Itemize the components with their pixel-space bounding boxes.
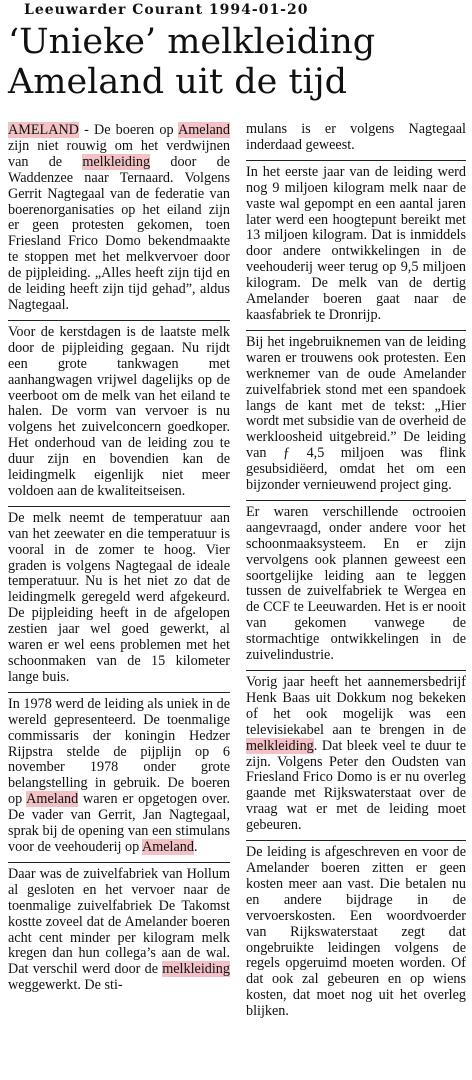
paragraph-text: zijn niet rouwig om het verdwijnen van de <box>8 137 230 170</box>
highlighted-keyword: melkleiding <box>162 961 230 978</box>
divider <box>8 862 230 863</box>
paragraph-text: door de Waddenzee naar Ternaard. Volgens Gerrit Nagtegaal van de federatie van boerenorganisaties op het eiland zijn er geen protesten gekomen, toen Friesland Frico Domo bekendmaakte te stoppen met het melkvervoer door de pijpleiding. „Alles heeft zijn tijd en de leiding heeft zijn tijd gehad”, aldus Nagtegaal. <box>8 153 230 313</box>
paragraph-text: weggewerkt. De sti- <box>8 977 123 994</box>
paragraph-text: Vorig jaar heeft het aannemersbedrijf Henk Baas uit Dokkum nog bekeken of het ook mogelijk was een televisiekabel aan te brengen in de <box>246 674 466 738</box>
paragraph <box>8 867 230 994</box>
divider <box>246 840 466 841</box>
paragraph <box>8 697 230 856</box>
paragraph: mulans is er volgens Nagtegaal inderdaad geweest. <box>246 121 466 153</box>
paragraph: In het eerste jaar van de leiding werd nog 9 miljoen kilogram melk naar de vaste wal gepompt en een aantal jaren later werd een hoogtepunt bereikt met 13 miljoen kilogram. Dat is inmiddels door andere ontwikkelingen in de veehouderij weer terug op 9,5 miljoen kilogram. De melk van de dertig Amelander boeren gaat naar de kaasfabriek te Dronrijp. <box>246 163 466 323</box>
divider <box>246 330 466 331</box>
paragraph: Voor de kerstdagen is de laatste melk door de pijpleiding gegaan. Nu rijdt een grote tankwagen met aanhangwagen vrijwel dagelijks op de veerboot om de melk van het eiland te halen. De vorm van vervoer is nu volgens het zuivelconcern goedkoper. Het onderhoud van de leiding zou te duur zijn en bovendien kan de leidingmelk eigenlijk niet meer voldoen aan de kwaliteitseisen. <box>8 323 230 499</box>
highlighted-keyword: AMELAND <box>8 122 79 138</box>
divider <box>246 670 466 671</box>
divider <box>8 506 230 507</box>
masthead <box>24 2 308 18</box>
highlighted-keyword: melkleiding <box>246 737 314 754</box>
paragraph: Bij het ingebruiknemen van de leiding waren er trouwens ook protesten. Een werknemer van de oude Amelander zuivelfabriek stond met een spandoek langs de kant met de tekst: „Hier wordt met subsidie van de overheid de werkloosheid uitgebreid.” De leiding van ƒ 4,5 miljoen was flink gesubsidiëerd, omdat het om een bijzonder vernieuwend project ging. <box>246 333 466 494</box>
divider <box>246 500 466 501</box>
divider <box>8 692 230 693</box>
headline-line-1: ‘Unieke’ melkleiding <box>8 22 376 62</box>
headline-line-2: Ameland uit de tijd <box>8 62 347 102</box>
masthead-date: 1994-01-20 <box>208 2 309 18</box>
paragraph-text: waren er opgetogen over. De vader van Gerrit, Jan Nagtegaal, sprak bij de opening van een stimulans voor de veehouderij op <box>8 791 230 855</box>
highlighted-keyword: Ameland <box>141 838 194 855</box>
paragraph <box>246 675 466 834</box>
highlighted-keyword: Ameland <box>177 122 230 138</box>
paragraph-text: In 1978 werd de leiding als uniek in de wereld gepresenteerd. De toenmalige commissaris der koningin Hedzer Rijpstra stelde de pijplijn op 6 november 1978 onder grote belangstelling in gebruik. De boeren op <box>8 695 230 808</box>
headline <box>8 22 468 102</box>
paragraph-text: . <box>193 838 198 855</box>
divider <box>246 160 466 161</box>
paragraph: De leiding is afgeschreven en voor de Amelander boeren zitten er geen kosten meer aan vast. Die betalen nu en andere bijdrage in de vervoerskosten. Een woordvoerder van Rijkswaterstaat zegt dat ongebruikte leidingen volgens de regels opgeruimd moeten worden. Of dat ook zal gebeuren en op wiens kosten, dat moet nog uit het overleg blijken. <box>246 844 466 1020</box>
article-column-right <box>246 122 466 1020</box>
divider <box>8 320 230 321</box>
paragraph-text: - De boeren op <box>78 122 178 138</box>
masthead-source: Leeuwarder Courant <box>24 2 204 18</box>
paragraph-text: . Dat bleek veel te duur te zijn. Volgens Peter den Oudsten van Friesland Frico Domo is er nu overleg gaande met Rijkswaterstaat over de vraag wat er met de leiding moet gebeuren. <box>246 737 466 834</box>
paragraph-text: Daar was de zuivelfabriek van Hollum al gesloten en het vervoer naar de toenmalige zuivelfabriek De Takomst kostte zoveel dat de Amelander boeren acht cent minder per kilogram melk kregen dan hun collega’s aan de wal. Dat verschil werd door de <box>8 865 230 978</box>
article-column-left <box>8 123 230 994</box>
highlighted-keyword: melkleiding <box>82 153 151 170</box>
highlighted-keyword: Ameland <box>26 791 79 808</box>
paragraph <box>8 123 230 314</box>
paragraph: Er waren verschillende octrooien aangevraagd, onder andere voor het schoonmaaksysteem. En er zijn vervolgens ook plannen geweest een soortgelijke leiding aan te leggen tussen de zuivelfabriek te Wergea en de CCF te Leeuwarden. Het is er nooit van gekomen vanwege de stormachtige ontwikkelingen in de zuivelindustrie. <box>246 503 466 664</box>
paragraph: De melk neemt de temperatuur aan van het zeewater en die temperatuur is vooral in de zomer te hoog. Vier graden is volgens Nagtegaal de ideale temperatuur. Nu is het niet zo dat de leidingmelk geregeld werd afgekeurd. De pijpleiding heeft in de afgelopen zestien jaar wel goed gewerkt, al waren er wel eens problemen met het schoonmaken van de 15 kilometer lange buis. <box>8 509 230 685</box>
